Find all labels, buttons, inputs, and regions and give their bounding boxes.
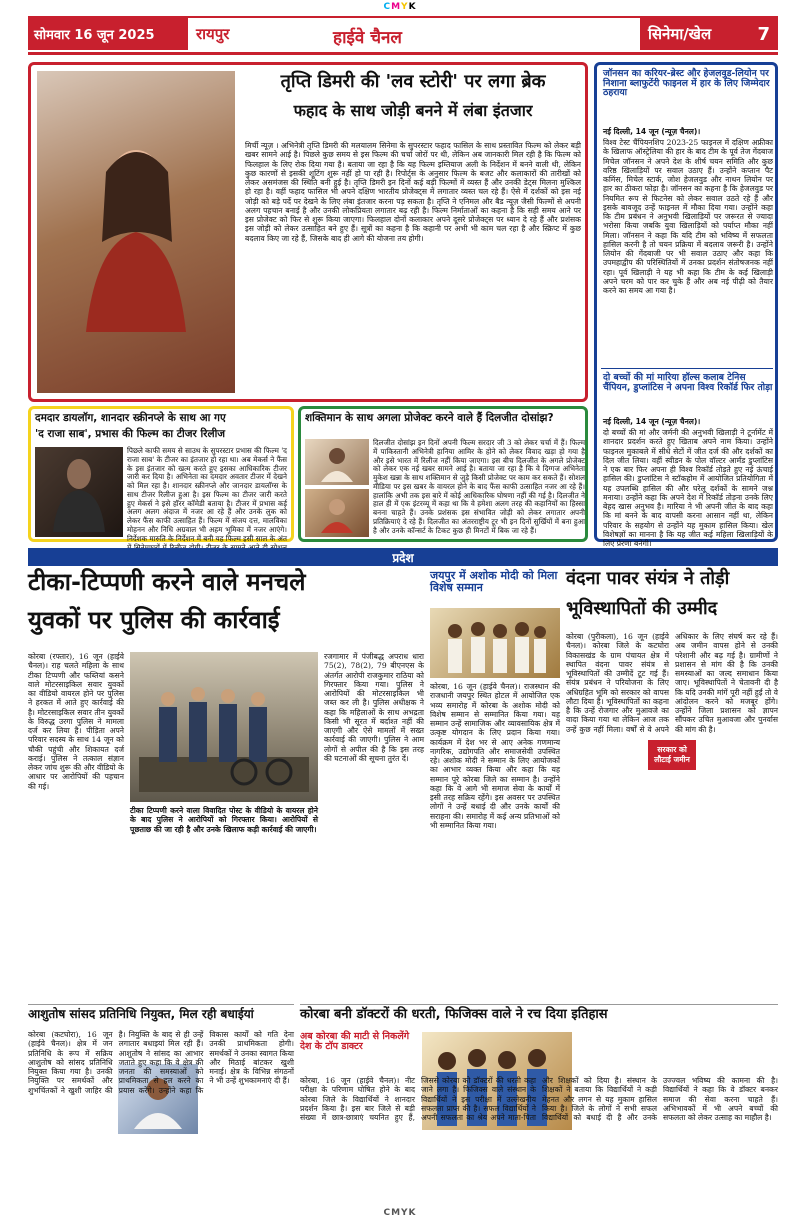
korba-subhead: अब कोरबा की माटी से निकलेंगे देश के टॉप डाक्टर	[300, 1031, 410, 1052]
korba-rule	[300, 1004, 778, 1005]
sports2-headline: दो बच्चों की मां मारिया हॉल्स कलाब टेनिस चैंपियन, डुप्लांटिस ने अपना विश्व रिकॉर्ड फिर तोड़ा	[603, 372, 773, 393]
jaipur-photo	[430, 608, 560, 678]
cmyk-marker-bottom	[380, 1208, 420, 1220]
issue-date: सोमवार 16 जून 2025	[34, 28, 155, 43]
korba-story	[300, 1004, 778, 1212]
sports2-dateline: नई दिल्ली, 14 जून (न्यूज़ चैनल)।	[603, 417, 701, 426]
lead-body: मिर्ची न्यूज़ । अभिनेत्री तृप्ति डिमरी की मलयालम सिनेमा के सुपरस्टार फहाद फासिल के साथ प्रस्तावित फिल्म को लेकर बड़ी खबर सामने आई है। पिछले कुछ समय से इस फिल्म की चर्चा जोरों पर थी, लेकिन अब जानकारी मिल रही है कि फिल्म को फिलहाल के लिए रोक दिया गया है। बताया जा रहा है कि यह फिल्म इम्तियाज अली के निर्देशन में बनने वाली थी, लेकिन कुछ कारणों से इसकी शूटिंग शुरू नहीं हो पा रही है। रिपोर्ट्स के अनुसार फिल्म के बजट और कलाकारों की तारीखों को लेकर असमंजस की स्थिति बनी हुई है। तृप्ति डिमरी इन दिनों कई बड़ी फिल्मों में व्यस्त हैं और उनकी डेट्स मिलना मुश्किल हो रहा है। वहीं फहाद फासिल भी अपने दक्षिण भारतीय प्रोजेक्ट्स में लगातार व्यस्त चल रहे हैं। ऐसे में दर्शकों को इस नई जोड़ी को बड़े पर्दे पर देखने के लिए लंबा इंतजार करना पड़ सकता है। तृप्ति ने एनिमल और बैड न्यूज़ जैसी फिल्मों से अपनी अलग पहचान बनाई है और उनकी लोकप्रियता लगातार बढ़ रही है। फिल्म निर्माताओं का कहना है कि सही समय आने पर इस प्रोजेक्ट को फिर से शुरू किया जाएगा। फिलहाल दोनों कलाकार अपने दूसरे प्रोजेक्ट्स पर ध्यान दे रहे हैं और प्रशंसक इस जोड़ी को लेकर उत्साहित बने हुए हैं। सूत्रों का कहना है कि कहानी पर अभी भी काम चल रहा है और स्क्रिप्ट में कुछ बदलाव किए जा रहे हैं, जिसके बाद ही आगे की योजना तय होगी।	[245, 141, 581, 243]
prabhas-body: पिछले काफी समय से साउथ के सुपरस्टार प्रभास की फिल्म 'द राजा साब' के टीजर का इंतजार हो रहा था। अब मेकर्स ने फैंस के इस इंतजार को खत्म करते हुए इसका आधिकारिक टीजर जारी कर दिया है। अभिनेता का दमदार अवतार टीजर में देखने को मिल रहा है। शानदार स्क्रीनप्ले और जानदार डायलॉग्स के साथ टीजर रिलीज हुआ है। इस फिल्म का टीजर जारी करते हुए मेकर्स ने इसे हॉरर कॉमेडी बताया है। टीजर में प्रभास कई अलग अलग अंदाज में नजर आ रहे हैं और उनके लुक को लेकर फैंस काफी उत्साहित हैं। फिल्म में संजय दत्त, मालविका मोहनन और निधि अग्रवाल भी अहम भूमिका में नजर आएंगे। निर्देशक मारुति के निर्देशन में बनी यह फिल्म इसी साल के अंत	[127, 446, 287, 543]
vandana-sidebox-label: सरकार को लौटाई जमीन	[654, 745, 690, 764]
lead-headline-2: फहाद के साथ जोड़ी बनने में लंबा इंतजार	[293, 101, 533, 120]
cmyk-marker: CMYK	[383, 2, 417, 12]
sports1-headline: जॉनसन का करियर-ब्रेस्ट और हेजलवुड-लियोन पर निशाना ब्लाफुटेंरी फाइनल में हार के लिए जिम्मेदार ठहराया	[603, 68, 770, 99]
diljit-body: दिलजीत दोसांझ इन दिनों अपनी फिल्म सरदार जी 3 को लेकर चर्चा में हैं। फिल्म में पाकिस्तानी अभिनेत्री हानिया आमिर के होने को लेकर विवाद खड़ा हो गया है और इसे भारत में रिलीज नहीं किया जाएगा। इस बीच दिलजीत के अगले प्रोजेक्ट को लेकर एक नई खबर सामने आई है। बताया जा रहा है कि वे दिग्गज अभिनेता मुकेश खन्ना के साथ शक्तिमान से जुड़े किसी प्रोजेक्ट पर काम कर सकते हैं। सोशल मीडिया पर इस खबर के वायरल होने के बाद फैंस काफी उत्साहित नजर आ रहे हैं। हालांकि अभी तक इस बारे में कोई आधिकारिक घोषणा नहीं की गई है। दिलजीत ने हाल ही में एक इंटरव्यू में कहा था कि वे हमेशा अलग तरह की कहानियों का हिस्सा बनना चाहते हैं। उनके प्रशंसक इस संभावित जोड़ी को लेकर लगातार अपनी प्रतिक्रियाएं दे रहे हैं। दिलजीत का अंतरराष्ट्रीय टूर भी इन दिनों सुर्खियों में बना हुआ है और उनके कॉन्सर्ट के टिकट कुछ ही मिनटों में बिक जा रहे हैं।	[373, 438, 585, 535]
lead-headline-1: तृप्ति डिमरी की 'लव स्टोरी' पर लगा ब्रेक	[280, 71, 546, 92]
tika-col-2: रजगामार में पंजीबद्ध अपराध धारा 75(2), 78(2), 79 बीएनएस के अंतर्गत आरोपी राजकुमार राठिया को गिरफ्तार किया गया। पुलिस ने आरोपियों की मोटरसाइकिल भी जब्त कर ली है। पुलिस अधीक्षक ने कहा कि महिलाओं के साथ अभद्रता किसी भी सूरत में बर्दाश्त नहीं की जाएगी और ऐसे मामलों में सख्त कार्रवाई की जाएगी। पुलिस ने आम लोगों से अपील की है कि इस तरह की घटनाओं की सूचना तुरंत दें।	[324, 652, 424, 763]
sports1-dateline: नई दिल्ली, 14 जून (न्यूज़ चैनल)।	[603, 127, 701, 136]
police-group-icon	[139, 662, 309, 792]
tika-headline-1: टीका-टिप्पणी करने वाले मनचले	[28, 568, 306, 596]
lead-photo	[37, 71, 235, 393]
paper-logo	[300, 18, 435, 54]
tika-photo-caption: टीका टिप्पणी करने वाला विवादित पोस्ट के वीडियो के वायरल होने के बाद पुलिस ने आरोपियों को गिरफ्तार किया। आरोपियों से पूछताछ की जा रही है और उनके खिलाफ कड़ी कार्रवाई की जाएगी।	[130, 806, 318, 834]
prabhas-photo	[35, 447, 123, 537]
prabhas-headline-2: 'द राजा साब', प्रभास की फिल्म का टीजर रिलीज	[35, 428, 226, 440]
logo-text: हाईवे चैनल	[333, 27, 402, 48]
ceremony-group-icon	[440, 613, 550, 673]
ashutosh-headline: आशुतोष सांसद प्रतिनिधि नियुक्त, मिल रही बधाईयां	[28, 1007, 254, 1021]
jaipur-body: कोरबा, 16 जून (हाईवे चैनल)। राजस्थान की राजधानी जयपुर स्थित होटल में आयोजित एक भव्य समारोह में कोरबा के अशोक मोदी को विशेष सम्मान से सम्मानित किया गया। यह सम्मान उन्हें सामाजिक और व्यावसायिक क्षेत्र में उत्कृष्ट योगदान के लिए प्रदान किया गया। कार्यक्रम में देश भर से आए अनेक गणमान्य नागरिक, उद्योगपति और समाजसेवी उपस्थित रहे। अशोक मोदी ने सम्मान के लिए आयोजकों का आभार व्यक्त किया और कहा कि यह सम्मान पूरे कोरबा जिले का सम्मान है। उन्होंने कहा कि वे आगे भी समाज सेवा के कार्यों में इसी तरह सक्रिय रहेंगे। इस अवसर पर उपस्थित लोगों ने उन्हें बधाई दी और उनके कार्यों की सराहना की। समारोह में कई अन्य प्रतिभाओं को भी सम्मानित किया गया।	[430, 682, 560, 830]
prabhas-headline-1: दमदार डायलॉग, शानदार स्क्रीनप्ले के साथ आ गए	[35, 412, 226, 424]
section-band-label: प्रदेश	[392, 550, 414, 565]
vandana-story	[566, 570, 778, 1000]
sports-column	[594, 62, 778, 548]
vandana-headline-1: वंदना पावर संयंत्र ने तोड़ी	[566, 568, 730, 589]
cmyk-text: CMYK	[383, 1208, 417, 1218]
city-label: रायपुर	[196, 25, 230, 43]
tika-story	[28, 570, 424, 1000]
page-number: 7	[757, 23, 770, 45]
vandana-body: कोरबा (पुरीकला), 16 जून (हाईवे चैनल)। कोरबा जिले के कटघोरा विकासखंड के ग्राम पंचायत क्षेत्र में स्थापित वंदना पावर संयंत्र से भूविस्थापितों की उम्मीदें टूट गई हैं। संयंत्र प्रबंधन ने परियोजना के लिए अधिग्रहित भूमि को सरकार को वापस लौटा दिया है। भूविस्थापितों का कहना है कि उन्हें रोजगार और मुआवजे का वादा किया गया था लेकिन आज तक उन्हें कुछ नहीं मिला। वर्षों से वे अपने अधिकार के लिए संघर्ष कर रहे हैं। अब जमीन वापस होने से उनकी परेशानी और बढ़ गई है। ग्रामीणों ने प्रशासन से मांग की है कि उनकी समस्याओं का जल्द समाधान किया जाए। भूविस्थापितों ने चेतावनी दी है कि यदि उनकी मांगें पूरी नहीं हुईं तो वे आंदोलन करने को मजबूर होंगे। उन्होंने जिला प्रशासन को ज्ञापन सौंपकर उचित मुआवजा और पुनर्वास की मांग की है।	[566, 632, 778, 734]
section-band	[28, 548, 778, 566]
sports1-body: विश्व टेस्ट चैंपियनशिप 2023-25 फाइनल में दक्षिण अफ्रीका के खिलाफ ऑस्ट्रेलिया की हार के बाद टीम के पूर्व तेज गेंदबाज मिचेल जॉनसन ने अपने देश के शीर्ष चयन समिति और कुछ वरिष्ठ खिलाड़ियों पर सवाल उठाए हैं। उन्होंने कप्तान पैट कमिंस, मिचेल स्टार्क, जोश हेजलवुड और नाथन लियोन पर हार का ठीकरा फोड़ा है। जॉनसन का कहना है कि हेजलवुड पर नियमित रूप से फिटनेस को लेकर सवाल उठते रहे हैं और इसके बावजूद उन्हें फाइनल में मौका दिया गया। उन्होंने कहा कि टीम प्रबंधन ने अनुभवी खिलाड़ियों पर जरूरत से ज्यादा भरोसा किया जबकि युवा खिलाड़ियों को पर्याप्त मौका नहीं मिला। जॉनसन ने कहा कि यदि टीम को भविष्य में सफलता हासिल करनी है तो चयन प्रक्रिया में बदलाव जरूरी है। उन्होंने लियोन की गेंदबाजी पर भी सवाल उठाए और कहा कि उपमहाद्वीप की परिस्थितियों में उनका प्रदर्शन संतोषजनक नहीं रहा। पूर्व खिलाड़ी ने यह भी कहा कि टीम के कई खिलाड़ी अपने चरम को पार कर चुके हैं और अब नई पीढ़ी को तैयार करने का समय आ गया है।	[603, 138, 773, 295]
tika-headline-2: युवकों पर पुलिस की कार्रवाई	[28, 606, 280, 634]
section-name: सिनेमा/खेल	[648, 25, 712, 43]
diljit-headline: शक्तिमान के साथ अगला प्रोजेक्ट करने वाले हैं दिलजीत दोसांझ?	[305, 412, 554, 424]
ashutosh-story	[28, 1004, 294, 1212]
vandana-headline-2: भूविस्थापितों की उम्मीद	[566, 598, 718, 619]
diljit-photo-1	[305, 439, 369, 485]
ashutosh-rule	[28, 1004, 294, 1005]
prabhas-story	[28, 406, 294, 542]
sports2-body: दो बच्चों की मां और जर्मनी की अनुभवी खिलाड़ी ने टूर्नामेंट में शानदार प्रदर्शन करते हुए खिताब अपने नाम किया। उन्होंने फाइनल मुकाबले में सीधे सेटों में जीत दर्ज की और दर्शकों का दिल जीत लिया। वहीं स्वीडन के पोल वॉल्टर आर्मंड डुप्लांटिस ने एक बार फिर अपना ही विश्व रिकॉर्ड तोड़ते हुए नई ऊंचाई हासिल की। डुप्लांटिस ने स्टॉकहोम में आयोजित प्रतियोगिता में यह उपलब्धि हासिल की और घरेलू दर्शकों के सामने जश्न मनाया। उन्होंने कहा कि अपने देश में रिकॉर्ड तोड़ना उनके लिए बेहद खास अनुभव है। मारिया ने भी अपनी जीत के बाद कहा कि मां बनने के बाद वापसी करना आसान नहीं था, लेकिन परिवार के सहयोग से उन्होंने यह मुकाम हासिल किया। खेल विशेषज्ञों का मानना है कि यह जीत कई महिला खिलाड़ियों के लिए प्रेरणा बनेगी।	[603, 428, 773, 548]
jaipur-headline: जयपुर में अशोक मोदी को मिला विशेष सम्मान	[430, 569, 558, 594]
actor-silhouette-icon	[49, 452, 109, 532]
vandana-sidebox	[648, 740, 696, 770]
person-icon	[317, 442, 357, 482]
korba-body: कोरबा, 16 जून (हाईवे चैनल)। नीट परीक्षा के परिणाम घोषित होने के बाद कोरबा जिले के विद्यार्थियों ने शानदार प्रदर्शन किया है। इस बार जिले से बड़ी संख्या में छात्र-छात्राएं चयनित हुए हैं, जिससे कोरबा को डॉक्टरों की धरती कहा जाने लगा है। फिजिक्स वाले संस्थान के विद्यार्थियों ने इस परीक्षा में उल्लेखनीय सफलता प्राप्त की है। सफल विद्यार्थियों ने अपनी सफलता का श्रेय अपने माता-पिता और शिक्षकों को दिया है। संस्थान के शिक्षकों ने बताया कि विद्यार्थियों ने कड़ी मेहनत और लगन से यह मुकाम हासिल किया है। जिले के लोगों ने सभी सफल विद्यार्थियों को बधाई दी है और उनके उज्ज्वल भविष्य की कामना की है। विद्यार्थियों ने कहा कि वे डॉक्टर बनकर समाज की सेवा करना चाहते हैं। अभिभावकों में भी अपने बच्चों की सफलता को लेकर उत्साह का माहौल है।	[300, 1076, 778, 1122]
date-bar	[28, 18, 188, 50]
header-rule-bottom	[28, 52, 778, 55]
tika-col-1: कोरबा (रफ्तार), 16 जून (हाईवे चैनल)। राह चलते महिला के साथ टीका टिप्पणी और फब्तियां कसने वाले मोटरसाइकिल सवार युवकों का वीडियो वायरल होने पर पुलिस ने हरकत में आते हुए कार्रवाई की है। मोटरसाइकिल सवार तीन युवकों के विरुद्ध उरगा पुलिस ने मामला दर्ज कर लिया है। पीड़िता अपने परिवार सदस्य के साथ 14 जून को चौकी पहुंची और शिकायत दर्ज कराई। पुलिस ने तत्काल संज्ञान लेकर जांच शुरू की और वीडियो के आधार पर आरोपियों की पहचान की गई।	[28, 652, 124, 791]
diljit-story	[298, 406, 588, 542]
ashutosh-body: कोरबा (कटघोरा), 16 जून (हाईवे चैनल)। क्षेत्र में जन प्रतिनिधि के रूप में सक्रिय आशुतोष को सांसद प्रतिनिधि नियुक्त किया गया है। उनकी नियुक्ति पर समर्थकों और शुभचिंतकों ने खुशी जाहिर की है। नियुक्ति के बाद से ही उन्हें लगातार बधाइयां मिल रही हैं। आशुतोष ने सांसद का आभार जताते हुए कहा कि वे क्षेत्र की जनता की समस्याओं को प्राथमिकता से हल करने का प्रयास करेंगे। उन्होंने कहा कि विकास कार्यों को गति देना उनकी प्राथमिकता होगी। समर्थकों ने उनका स्वागत किया और मिठाई बांटकर खुशी मनाई। क्षेत्र के विभिन्न संगठनों ने भी उन्हें शुभकामनाएं दी हैं।	[28, 1030, 294, 1095]
person-icon	[317, 493, 357, 533]
portrait-silhouette-icon	[76, 132, 196, 332]
page-header	[0, 0, 800, 58]
jaipur-story	[430, 570, 560, 1000]
tika-photo	[130, 652, 318, 802]
sports-divider	[601, 368, 773, 369]
section-bar	[640, 18, 778, 50]
korba-headline: कोरबा बनी डॉक्टरों की धरती, फिजिक्स वाले ने रच दिया इतिहास	[300, 1007, 608, 1022]
lead-story	[28, 62, 588, 402]
diljit-photo-2	[305, 489, 369, 537]
